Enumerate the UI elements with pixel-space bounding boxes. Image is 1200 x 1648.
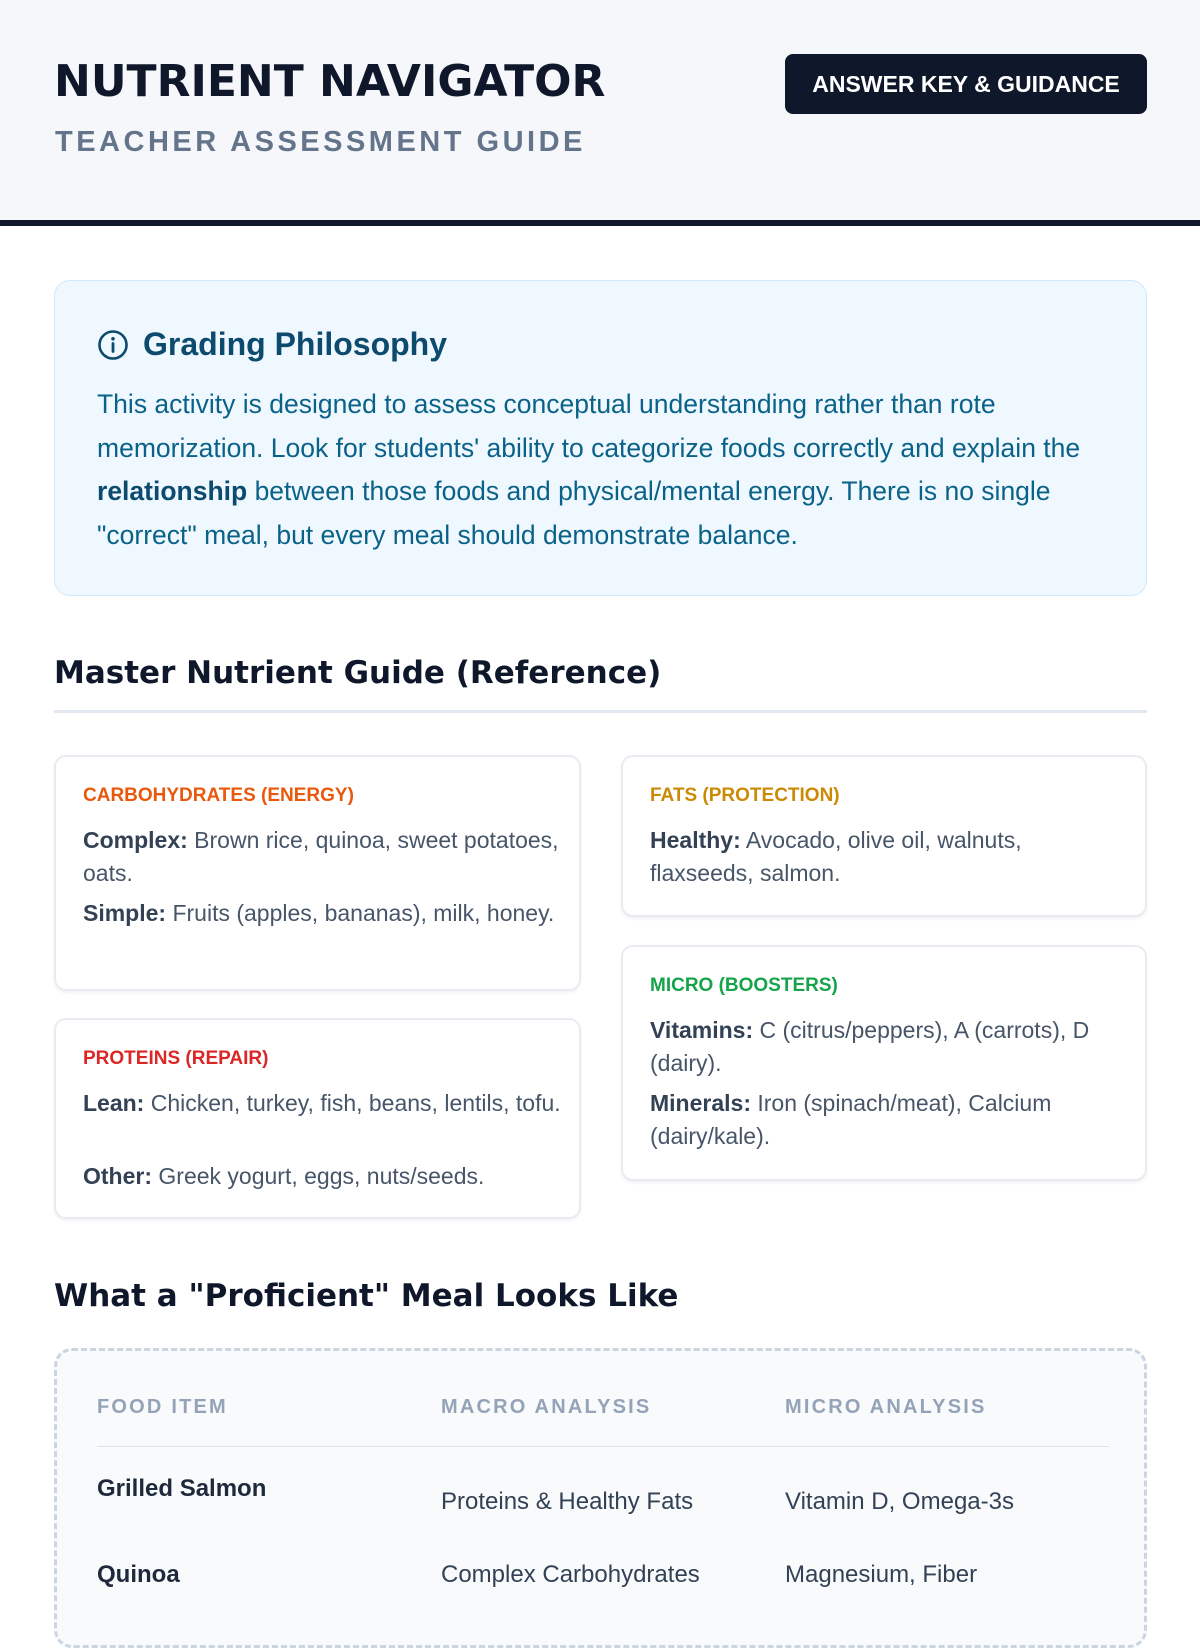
card-detail: C (citrus/peppers), A (carrots), D (dairy). (650, 1017, 1090, 1076)
micronutrients-card (621, 945, 1147, 1181)
card-term: Simple: (83, 900, 167, 926)
card-detail: Avocado, olive oil, walnuts, flaxseeds, salmon. (650, 827, 1022, 886)
card-detail: Chicken, turkey, fish, beans, lentils, tofu. (144, 1090, 561, 1116)
callout-text-part: between those foods and physical/mental energy. There is no single "correct" meal, but every meal should demonstrate balance. (97, 476, 1051, 550)
food-item: Quinoa (97, 1561, 180, 1588)
card-label: CARBOHYDRATES (ENERGY) (83, 785, 354, 806)
callout-header (97, 326, 447, 363)
column-header-micro: MICRO ANALYSIS (785, 1396, 987, 1418)
card-term: Minerals: (650, 1090, 751, 1116)
card-term: Lean: (83, 1090, 145, 1116)
card-line (83, 1160, 563, 1193)
card-label: PROTEINS (REPAIR) (83, 1048, 269, 1069)
micro-analysis: Vitamin D, Omega-3s (785, 1488, 1014, 1515)
card-line (650, 824, 1130, 890)
card-line (83, 824, 563, 890)
column-header-food: FOOD ITEM (97, 1396, 228, 1418)
card-term: Complex: (83, 827, 188, 853)
grading-philosophy-callout (54, 280, 1147, 596)
callout-text-part: This activity is designed to assess conceptual understanding rather than rote memorization. Look for students' ability to categorize foods correctly and explain the (97, 389, 1081, 463)
card-term: Other: (83, 1163, 152, 1189)
card-label: MICRO (BOOSTERS) (650, 975, 838, 996)
header-divider (0, 220, 1200, 226)
card-detail: Iron (spinach/meat), Calcium (dairy/kale). (650, 1090, 1052, 1149)
card-detail: Fruits (apples, bananas), milk, honey. (166, 900, 555, 926)
macro-analysis: Complex Carbohydrates (441, 1561, 700, 1588)
card-line (650, 1014, 1130, 1080)
card-line (650, 1087, 1130, 1153)
answer-key-button[interactable]: ANSWER KEY & GUIDANCE (785, 54, 1147, 114)
card-detail: Greek yogurt, eggs, nuts/seeds. (152, 1163, 485, 1189)
proteins-card (54, 1018, 581, 1219)
food-item: Grilled Salmon (97, 1475, 267, 1502)
proficient-meal-table (54, 1348, 1147, 1648)
info-icon (97, 329, 129, 361)
page-subtitle: TEACHER ASSESSMENT GUIDE (55, 126, 586, 158)
card-line (83, 897, 563, 930)
callout-title: Grading Philosophy (143, 326, 448, 362)
callout-body (97, 383, 1117, 557)
table-header-divider (97, 1446, 1109, 1447)
micro-analysis: Magnesium, Fiber (785, 1561, 978, 1588)
column-header-macro: MACRO ANALYSIS (441, 1396, 652, 1418)
callout-emphasis: relationship (97, 476, 248, 506)
section-divider (54, 710, 1147, 713)
macro-analysis: Proteins & Healthy Fats (441, 1488, 694, 1515)
card-term: Vitamins: (650, 1017, 754, 1043)
carbohydrates-card (54, 755, 581, 991)
card-label: FATS (PROTECTION) (650, 785, 840, 806)
card-detail: Brown rice, quinoa, sweet potatoes, oats. (83, 827, 559, 886)
page-header (0, 0, 1200, 220)
card-term: Healthy: (650, 827, 741, 853)
proficient-meal-heading: What a "Proficient" Meal Looks Like (54, 1278, 679, 1314)
card-line (83, 1087, 563, 1120)
nutrient-guide-heading: Master Nutrient Guide (Reference) (54, 655, 662, 691)
page-title: NUTRIENT NAVIGATOR (54, 56, 606, 107)
fats-card (621, 755, 1147, 917)
